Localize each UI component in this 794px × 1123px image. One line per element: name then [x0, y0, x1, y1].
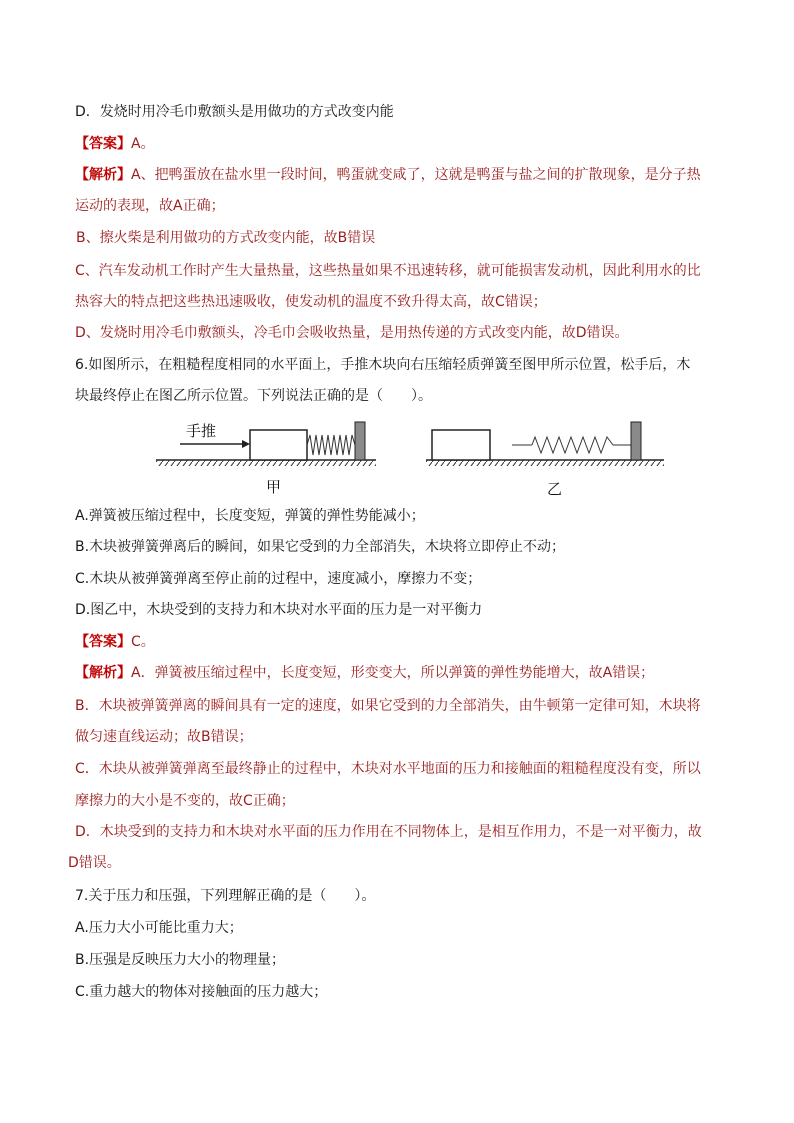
- question-6-option-a: A.弹簧被压缩过程中，长度变短，弹簧的弹性势能减小；: [75, 508, 425, 524]
- analysis-5-line-6: D、发烧时用冷毛巾敷额头，冷毛巾会吸收热量，是用热传递的方式改变内能，故D错误。: [75, 325, 629, 341]
- block-yi: [432, 430, 490, 460]
- block-jia: [250, 430, 307, 460]
- analysis-6-line-6: D．木块受到的支持力和木块对水平面的压力作用在不同物体上，是相互作用力，不是一对平衡力，故: [75, 824, 702, 840]
- analysis-5-line-1: 【解析】A、把鸭蛋放在盐水里一段时间，鸭蛋就变咸了，这就是鸭蛋与盐之间的扩散现象，是分子热: [75, 167, 701, 183]
- question-6-stem-1: 6.如图所示，在粗糙程度相同的水平面上，手推木块向右压缩轻质弹簧至图甲所示位置，松手后，木: [75, 357, 691, 373]
- label-jia: 甲: [266, 478, 282, 496]
- question-6-stem-2: 块最终停止在图乙所示位置。下列说法正确的是（ ）。: [75, 388, 432, 404]
- question-6-option-d: D.图乙中，木块受到的支持力和木块对水平面的压力是一对平衡力: [75, 602, 483, 618]
- spring-compressed: [307, 435, 355, 455]
- question-7-option-a: A.压力大小可能比重力大；: [75, 920, 243, 936]
- analysis-5-line-3: B、擦火柴是利用做功的方式改变内能，故B错误: [76, 230, 376, 246]
- question-5-option-d: D．发烧时用冷毛巾敷额头是用做功的方式改变内能: [75, 104, 394, 120]
- diagram-yi: [426, 422, 664, 498]
- answer-6: 【答案】C。: [75, 634, 155, 650]
- diagram-jia: [156, 422, 376, 496]
- spring-relaxed: [532, 437, 613, 453]
- analysis-6-line-1: 【解析】A．弹簧被压缩过程中，长度变短，形变变大，所以弹簧的弹性势能增大，故A错误；: [75, 665, 655, 681]
- analysis-6-line-4: C．木块从被弹簧弹离至最终静止的过程中，木块对水平地面的压力和接触面的粗糙程度没有变，所以: [75, 761, 701, 777]
- label-yi: 乙: [547, 480, 563, 498]
- answer-5: 【答案】A。: [75, 136, 155, 152]
- question-6-option-c: C.木块从被弹簧弹离至停止前的过程中，速度减小，摩擦力不变；: [75, 571, 482, 587]
- wall-yi: [631, 422, 641, 460]
- push-label: 手推: [186, 422, 217, 440]
- analysis-6-line-5: 摩擦力的大小是不变的，故C正确；: [75, 793, 295, 809]
- analysis-5-line-4: C、汽车发动机工作时产生大量热量，这些热量如果不迅速转移，就可能损害发动机，因此利用水的比: [75, 263, 701, 279]
- question-7-option-b: B.压强是反映压力大小的物理量；: [75, 952, 286, 968]
- analysis-6-line-7: D错误。: [68, 855, 121, 871]
- analysis-5-line-2: 运动的表现，故A正确；: [75, 198, 225, 214]
- question-7-stem: 7.关于压力和压强，下列理解正确的是（ ）。: [75, 888, 376, 904]
- question-6-option-b: B.木块被弹簧弹离后的瞬间，如果它受到的力全部消失，木块将立即停止不动；: [75, 539, 566, 555]
- question-7-option-c: C.重力越大的物体对接触面的压力越大；: [75, 984, 328, 1000]
- analysis-5-line-5: 热容大的特点把这些热迅速吸收，使发动机的温度不致升得太高，故C错误；: [75, 294, 547, 310]
- analysis-6-line-3: 做匀速直线运动；故B错误；: [75, 729, 253, 745]
- spring-block-figure: [150, 414, 670, 498]
- analysis-6-line-2: B．木块被弹簧弹离的瞬间具有一定的速度，如果它受到的力全部消失，由牛顿第一定律可知，木块将: [75, 698, 701, 714]
- wall-jia: [355, 422, 365, 460]
